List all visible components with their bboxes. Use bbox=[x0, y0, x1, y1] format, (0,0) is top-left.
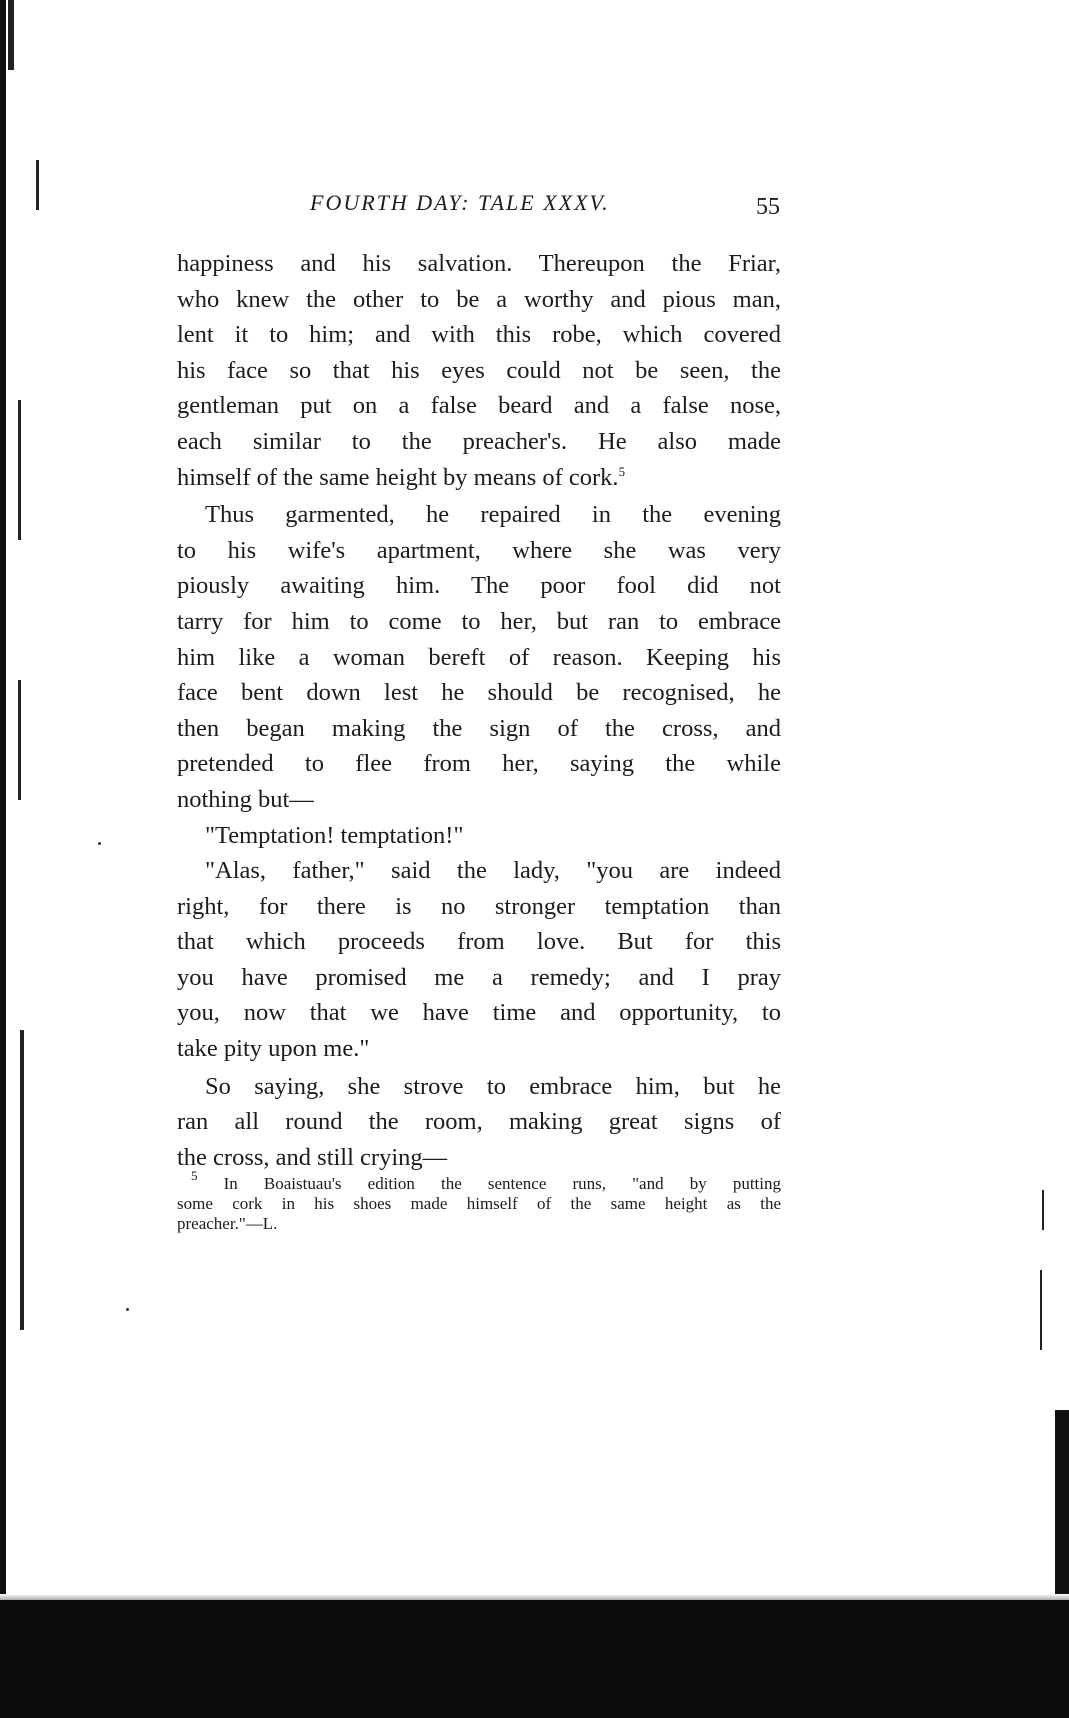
right-scan-mark bbox=[1040, 1270, 1042, 1350]
text-line: face bent down lest he should be recognised, he bbox=[177, 679, 781, 707]
footnote-reference: 5 bbox=[618, 463, 626, 479]
text-line: each similar to the preacher's. He also made bbox=[177, 427, 781, 455]
text-line: lent it to him; and with this robe, which covered bbox=[177, 321, 781, 349]
left-scan-mark bbox=[20, 1030, 24, 1330]
text-line: to his wife's apartment, where she was very bbox=[177, 536, 781, 564]
text-line: tarry for him to come to her, but ran to embrace bbox=[177, 607, 781, 635]
text-line: his face so that his eyes could not be seen, the bbox=[177, 356, 781, 384]
right-scan-edge bbox=[1055, 1410, 1069, 1610]
text-line: piously awaiting him. The poor fool did not bbox=[177, 572, 781, 600]
text-line: that which proceeds from love. But for this bbox=[177, 928, 781, 956]
left-scan-edge bbox=[0, 0, 6, 1620]
text-line: you, now that we have time and opportunity, to bbox=[177, 999, 781, 1027]
footnote-line bbox=[177, 1168, 781, 1194]
running-head: FOURTH DAY: TALE XXXV. bbox=[310, 190, 610, 215]
text-line: right, for there is no stronger temptation than bbox=[177, 892, 781, 920]
text-line: "Alas, father," said the lady, "you are indeed bbox=[205, 857, 781, 885]
left-scan-mark bbox=[18, 680, 21, 800]
text-line: you have promised me a remedy; and I pray bbox=[177, 963, 781, 991]
text-line: happiness and his salvation. Thereupon the Friar, bbox=[177, 250, 781, 277]
text-line: who knew the other to be a worthy and pious man, bbox=[177, 285, 781, 313]
text-line: pretended to flee from her, saying the while bbox=[177, 750, 781, 778]
text-line: the cross, and still crying— bbox=[177, 1143, 448, 1171]
text-line: take pity upon me." bbox=[177, 1035, 370, 1063]
text-line: So saying, she strove to embrace him, but he bbox=[205, 1072, 781, 1100]
footnote-marker: 5 bbox=[191, 1168, 198, 1183]
text-line-with-note bbox=[177, 460, 781, 496]
footnote-text: In Boaistuau's edition the sentence runs, "and by putting bbox=[223, 1174, 781, 1193]
left-scan-mark bbox=[36, 160, 39, 210]
left-scan-mark bbox=[18, 400, 21, 540]
text-line: nothing but— bbox=[177, 785, 314, 813]
bottom-scan-band bbox=[0, 1600, 1069, 1718]
text-line: ran all round the room, making great signs of bbox=[177, 1108, 781, 1136]
text-line: then began making the sign of the cross, and bbox=[177, 714, 781, 742]
text-line: him like a woman bereft of reason. Keeping his bbox=[177, 643, 781, 671]
right-scan-mark bbox=[1042, 1190, 1044, 1230]
footnote-line: preacher."—L. bbox=[177, 1214, 278, 1233]
text-line: gentleman put on a false beard and a false nose, bbox=[177, 392, 781, 420]
text-line: Thus garmented, he repaired in the evening bbox=[205, 501, 781, 529]
text-line: himself of the same height by means of cork. bbox=[177, 463, 619, 491]
footnote-line: some cork in his shoes made himself of the same height as the bbox=[177, 1194, 781, 1213]
body-text bbox=[177, 246, 781, 1175]
scan-speck bbox=[98, 842, 101, 845]
page-number: 55 bbox=[756, 194, 780, 220]
text-line: "Temptation! temptation!" bbox=[205, 821, 464, 849]
footnote bbox=[177, 1168, 781, 1234]
scan-speck bbox=[126, 1308, 129, 1311]
left-scan-mark bbox=[8, 0, 14, 70]
